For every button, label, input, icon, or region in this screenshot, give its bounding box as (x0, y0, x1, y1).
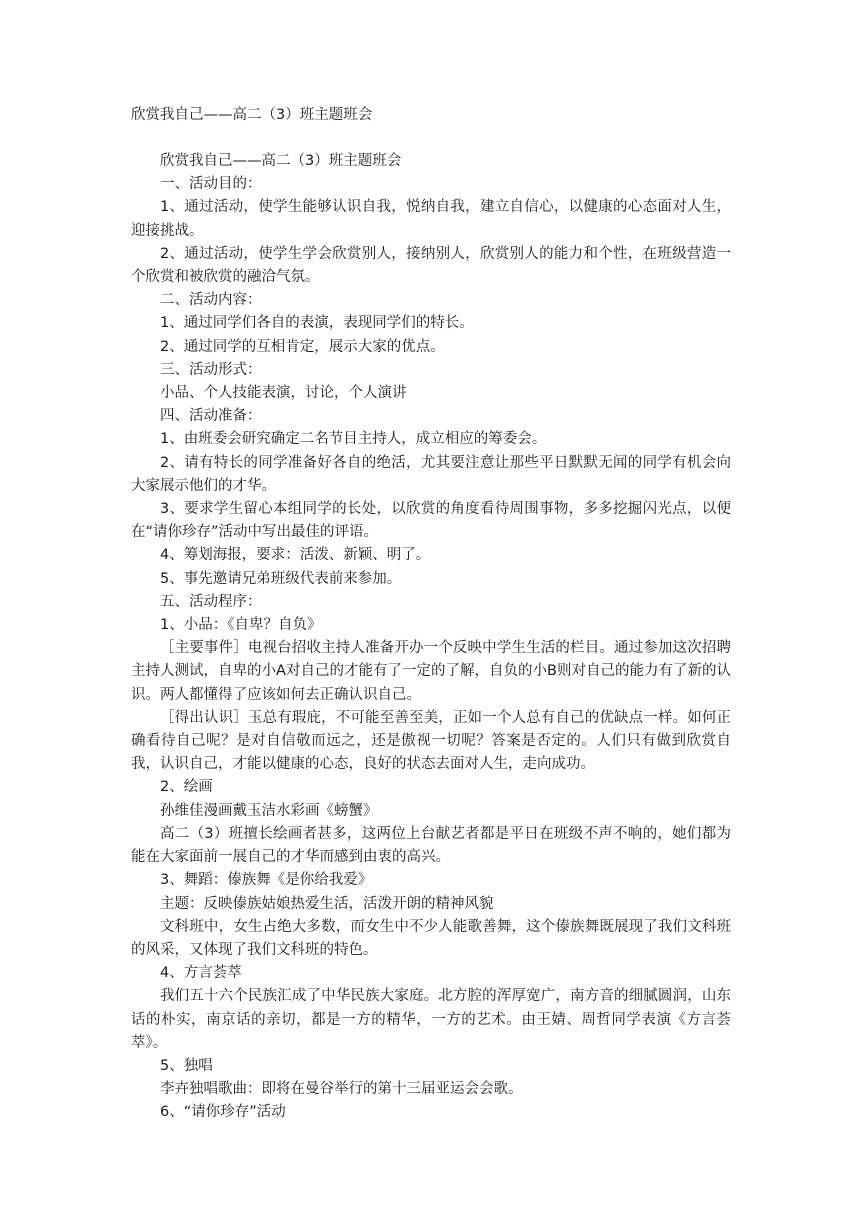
section-heading: 一、活动目的： (160, 176, 262, 193)
paragraph: 主题：反映傣族姑娘热爱生活，活泼开朗的精神风貌 (160, 895, 494, 912)
program-item-heading: 4、方言荟萃 (160, 965, 242, 982)
paragraph: 2、通过同学的互相肯定，展示大家的优点。 (160, 338, 445, 355)
program-item-heading: 2、绘画 (160, 779, 213, 796)
section-heading: 五、活动程序： (160, 593, 262, 610)
paragraph: 3、要求学生留心本组同学的长处，以欣赏的角度看待周围事物，多多挖掘闪光点，以便在“请你珍存”活动中写出最佳的评语。 (131, 501, 731, 541)
paragraph: 1、通过同学们各自的表演，表现同学们的特长。 (160, 315, 474, 332)
program-item-heading: 1、小品：《自卑？自负》 (160, 617, 322, 634)
paragraph: 我们五十六个民族汇成了中华民族大家庭。北方腔的浑厚宽广，南方音的细腻圆润，山东话的朴实，南京话的亲切，都是一方的精华，一方的艺术。由王婧、周哲同学表演《方言荟萃》。 (131, 988, 731, 1051)
paragraph: 1、由班委会研究确定二名节目主持人，成立相应的筹委会。 (160, 431, 547, 448)
paragraph: 孙维佳漫画戴玉洁水彩画《螃蟹》 (160, 802, 378, 819)
document-title: 欣赏我自己——高二（3）班主题班会 (131, 107, 373, 123)
paragraph: 小品、个人技能表演，讨论，个人演讲 (160, 385, 407, 402)
program-item-heading: 6、“请你珍存”活动 (160, 1104, 286, 1121)
paragraph: ［得出认识］玉总有瑕庇，不可能至善至美，正如一个人总有自己的优缺点一样。如何正确看待自己呢？是对自信敬而远之，还是傲视一切呢？答案是否定的。人们只有做到欣赏自我，认识自己，才能以健康的心态，良好的状态去面对人生，走向成功。 (131, 709, 731, 773)
paragraph: 李卉独唱歌曲：即将在曼谷举行的第十三届亚运会会歌。 (160, 1081, 523, 1098)
program-item-heading: 3、舞蹈：傣族舞《是你给我爱》 (160, 872, 373, 889)
paragraph: 2、请有特长的同学准备好各自的绝活，尤其要注意让那些平日默默无闻的同学有机会向大家展示他们的才华。 (131, 454, 731, 494)
paragraph: 5、事先邀请兄弟班级代表前来参加。 (160, 570, 402, 587)
paragraph: 1、通过活动，使学生能够认识自我，悦纳自我，建立自信心，以健康的心态面对人生，迎接挑战。 (131, 199, 731, 239)
section-heading: 二、活动内容： (160, 292, 262, 309)
document-body (131, 150, 731, 1125)
section-heading: 三、活动形式： (160, 361, 262, 378)
paragraph: 4、筹划海报，要求：活泼、新颖、明了。 (160, 547, 431, 564)
paragraph: 2、通过活动，使学生学会欣赏别人，接纳别人，欣赏别人的能力和个性，在班级营造一个欣赏和被欣赏的融洽气氛。 (131, 245, 731, 286)
paragraph: ［主要事件］电视台招收主持人准备开办一个反映中学生生活的栏目。通过参加这次招聘主持人测试，自卑的小A对自己的才能有了一定的了解，自负的小B则对自己的能力有了新的认识。两人都懂得了应该如何去正确认识自己。 (131, 640, 731, 703)
program-item-heading: 5、独唱 (160, 1057, 213, 1074)
paragraph: 高二（3）班擅长绘画者甚多，这两位上台献艺者都是平日在班级不声不响的，她们都为能在大家面前一展自己的才华而感到由衷的高兴。 (131, 825, 731, 866)
section-heading: 四、活动准备： (160, 408, 262, 425)
body-heading: 欣赏我自己——高二（3）班主题班会 (160, 153, 402, 169)
paragraph: 文科班中，女生占绝大多数，而女生中不少人能歌善舞，这个傣族舞既展现了我们文科班的风采，又体现了我们文科班的特色。 (131, 918, 731, 958)
